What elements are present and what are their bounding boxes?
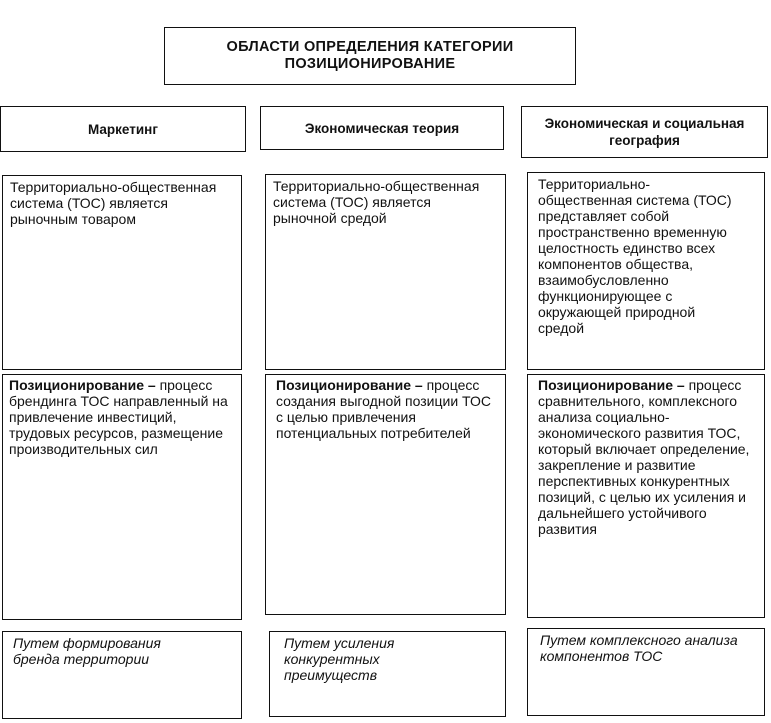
description-economic-theory-text: Территориально-общественная система (ТОС) является рыночной средой: [273, 178, 480, 226]
method-geography: [527, 628, 765, 716]
header-economic-theory-text: Экономическая теория: [304, 120, 460, 136]
description-marketing-text: Территориально-общественная система (ТОС) является рыночным товаром: [10, 179, 217, 227]
positioning-geography: [527, 374, 765, 618]
positioning-definition: процесс сравнительного, комплексного анализа социально-экономического развития ТОС, который включает определение, закрепление и развитие перспективных конкурентных позиций, с целью их усиления и дальнейшего устойчивого развития: [538, 377, 750, 537]
positioning-definition: процесс создания выгодной позиции ТОС с целью привлечения потенциальных потребителей: [276, 377, 491, 441]
positioning-economic-theory-text: [276, 377, 491, 441]
description-economic-theory: [265, 174, 506, 370]
positioning-term: Позиционирование –: [276, 377, 423, 393]
positioning-marketing: [2, 374, 242, 620]
method-geography-text: Путем комплексного анализа компонентов ТОС: [540, 632, 738, 664]
header-geography-text: Экономическая и социальная география: [544, 116, 745, 148]
positioning-marketing-text: [9, 377, 237, 457]
header-marketing-text: Маркетинг: [88, 121, 158, 137]
method-economic-theory-text: Путем усиления конкурентных преимуществ: [284, 635, 395, 683]
method-economic-theory: [269, 631, 506, 717]
diagram-title: [164, 27, 576, 85]
header-marketing: [0, 106, 246, 152]
method-marketing-text: Путем формирования бренда территории: [13, 635, 161, 667]
positioning-term: Позиционирование –: [9, 377, 156, 393]
header-economic-theory: [260, 106, 504, 150]
description-marketing: [2, 175, 242, 370]
positioning-term: Позиционирование –: [538, 377, 685, 393]
description-geography: [527, 172, 765, 370]
header-geography: [521, 106, 768, 158]
positioning-economic-theory: [265, 374, 506, 615]
diagram-title-text: ОБЛАСТИ ОПРЕДЕЛЕНИЯ КАТЕГОРИИ ПОЗИЦИОНИРОВАНИЕ: [226, 39, 514, 72]
positioning-definition: процесс брендинга ТОС направленный на привлечение инвестиций, трудовых ресурсов, размещение производительных сил: [9, 377, 228, 457]
method-marketing: [2, 631, 242, 719]
positioning-geography-text: [538, 377, 760, 537]
description-geography-text: Территориально-общественная система (ТОС) представляет собой пространственно временную целостность единство всех компонентов общества, взаимобусловленно функционирующее с окружающей природной средой: [538, 176, 732, 336]
